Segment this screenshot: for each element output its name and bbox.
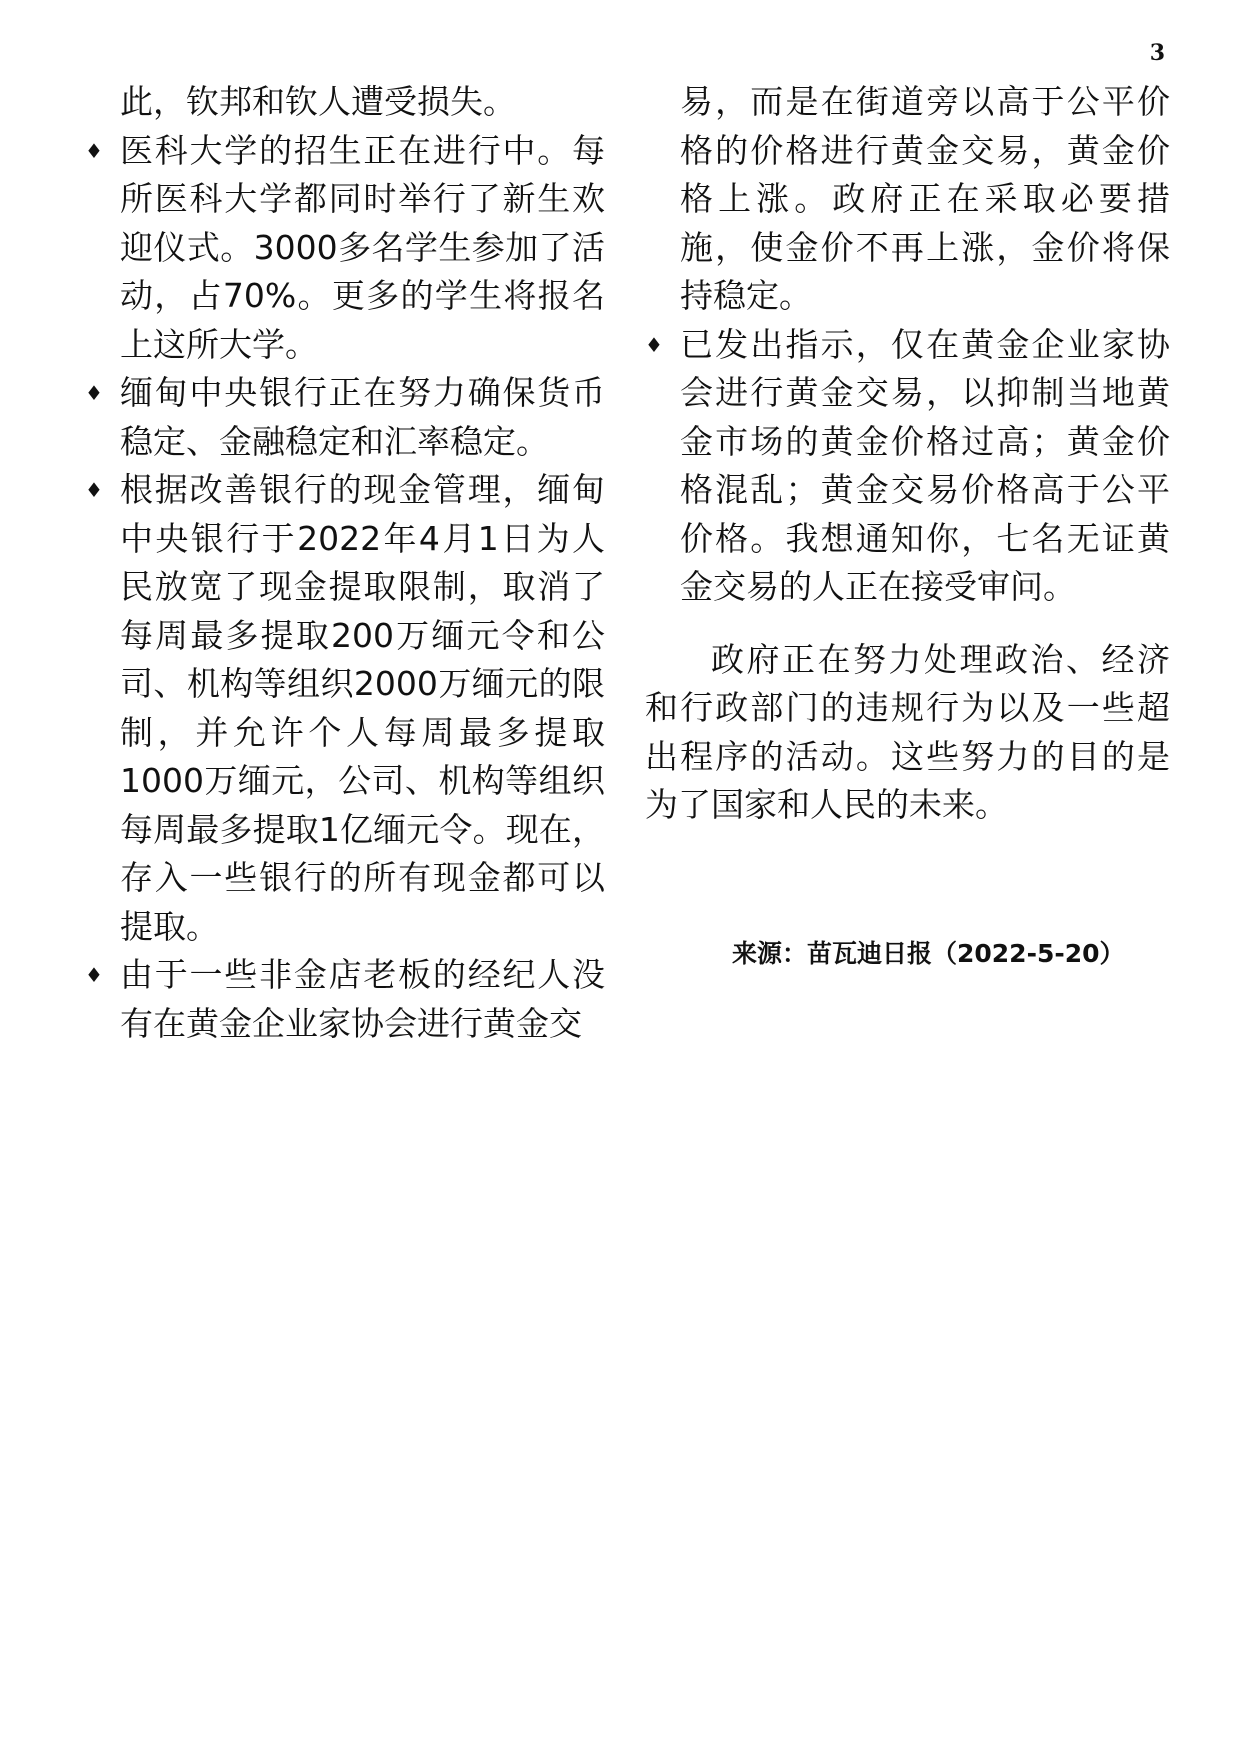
bullet-item-cash-withdrawal: [85, 466, 605, 951]
bullet-item-text: 医科大学的招生正在进行中。每所医科大学都同时举行了新生欢迎仪式。3000多名学生参加了活动，占70%。更多的学生将报名上这所大学。: [120, 130, 605, 364]
bullet-item-central-bank: [85, 369, 605, 466]
right-column: [645, 78, 1170, 830]
bullet-item-text: 根据改善银行的现金管理，缅甸中央银行于2022年4月1日为人民放宽了现金提取限制，取消了每周最多提取200万缅元令和公司、机构等组织2000万缅元的限制，并允许个人每周最多提取1000万缅元，公司、机构等组织每周最多提取1亿缅元令。现在，存入一些银行的所有现金都可以提取。: [120, 470, 605, 946]
bullet-item-text: 由于一些非金店老板的经纪人没有在黄金企业家协会进行黄金交: [120, 955, 605, 1043]
continued-text-body: 此，钦邦和钦人遭受损失。: [120, 82, 516, 121]
bullet-item-text: 已发出指示，仅在黄金企业家协会进行黄金交易，以抑制当地黄金市场的黄金价格过高；黄金价格混乱；黄金交易价格高于公平价格。我想通知你，七名无证黄金交易的人正在接受审问。: [680, 324, 1170, 606]
page-number: 3: [1149, 40, 1165, 66]
continued-text: [85, 78, 605, 127]
closing-paragraph: 政府正在努力处理政治、经济和行政部门的违规行为以及一些超出程序的活动。这些努力的目的是为了国家和人民的未来。: [645, 639, 1170, 824]
source-citation: 来源：苗瓦迪日报（2022-5-20）: [732, 939, 1125, 968]
diamond-bullet-icon: ♦: [645, 332, 663, 357]
diamond-bullet-icon: ♦: [85, 381, 103, 405]
left-column: [85, 78, 605, 1048]
bullet-item-gold-brokers: [85, 951, 605, 1048]
diamond-bullet-icon: ♦: [85, 138, 103, 163]
bullet-item-medical-university: [85, 127, 605, 370]
continued-text-body: 易，而是在街道旁以高于公平价格的价格进行黄金交易，黄金价格上涨。政府正在采取必要措施，使金价不再上涨，金价将保持稳定。: [680, 82, 1170, 315]
bullet-item-text: 缅甸中央银行正在努力确保货币稳定、金融稳定和汇率稳定。: [120, 373, 605, 461]
continued-text: [645, 78, 1170, 321]
bullet-item-gold-instruction: [645, 321, 1170, 612]
diamond-bullet-icon: ♦: [85, 478, 103, 502]
diamond-bullet-icon: ♦: [85, 963, 103, 987]
